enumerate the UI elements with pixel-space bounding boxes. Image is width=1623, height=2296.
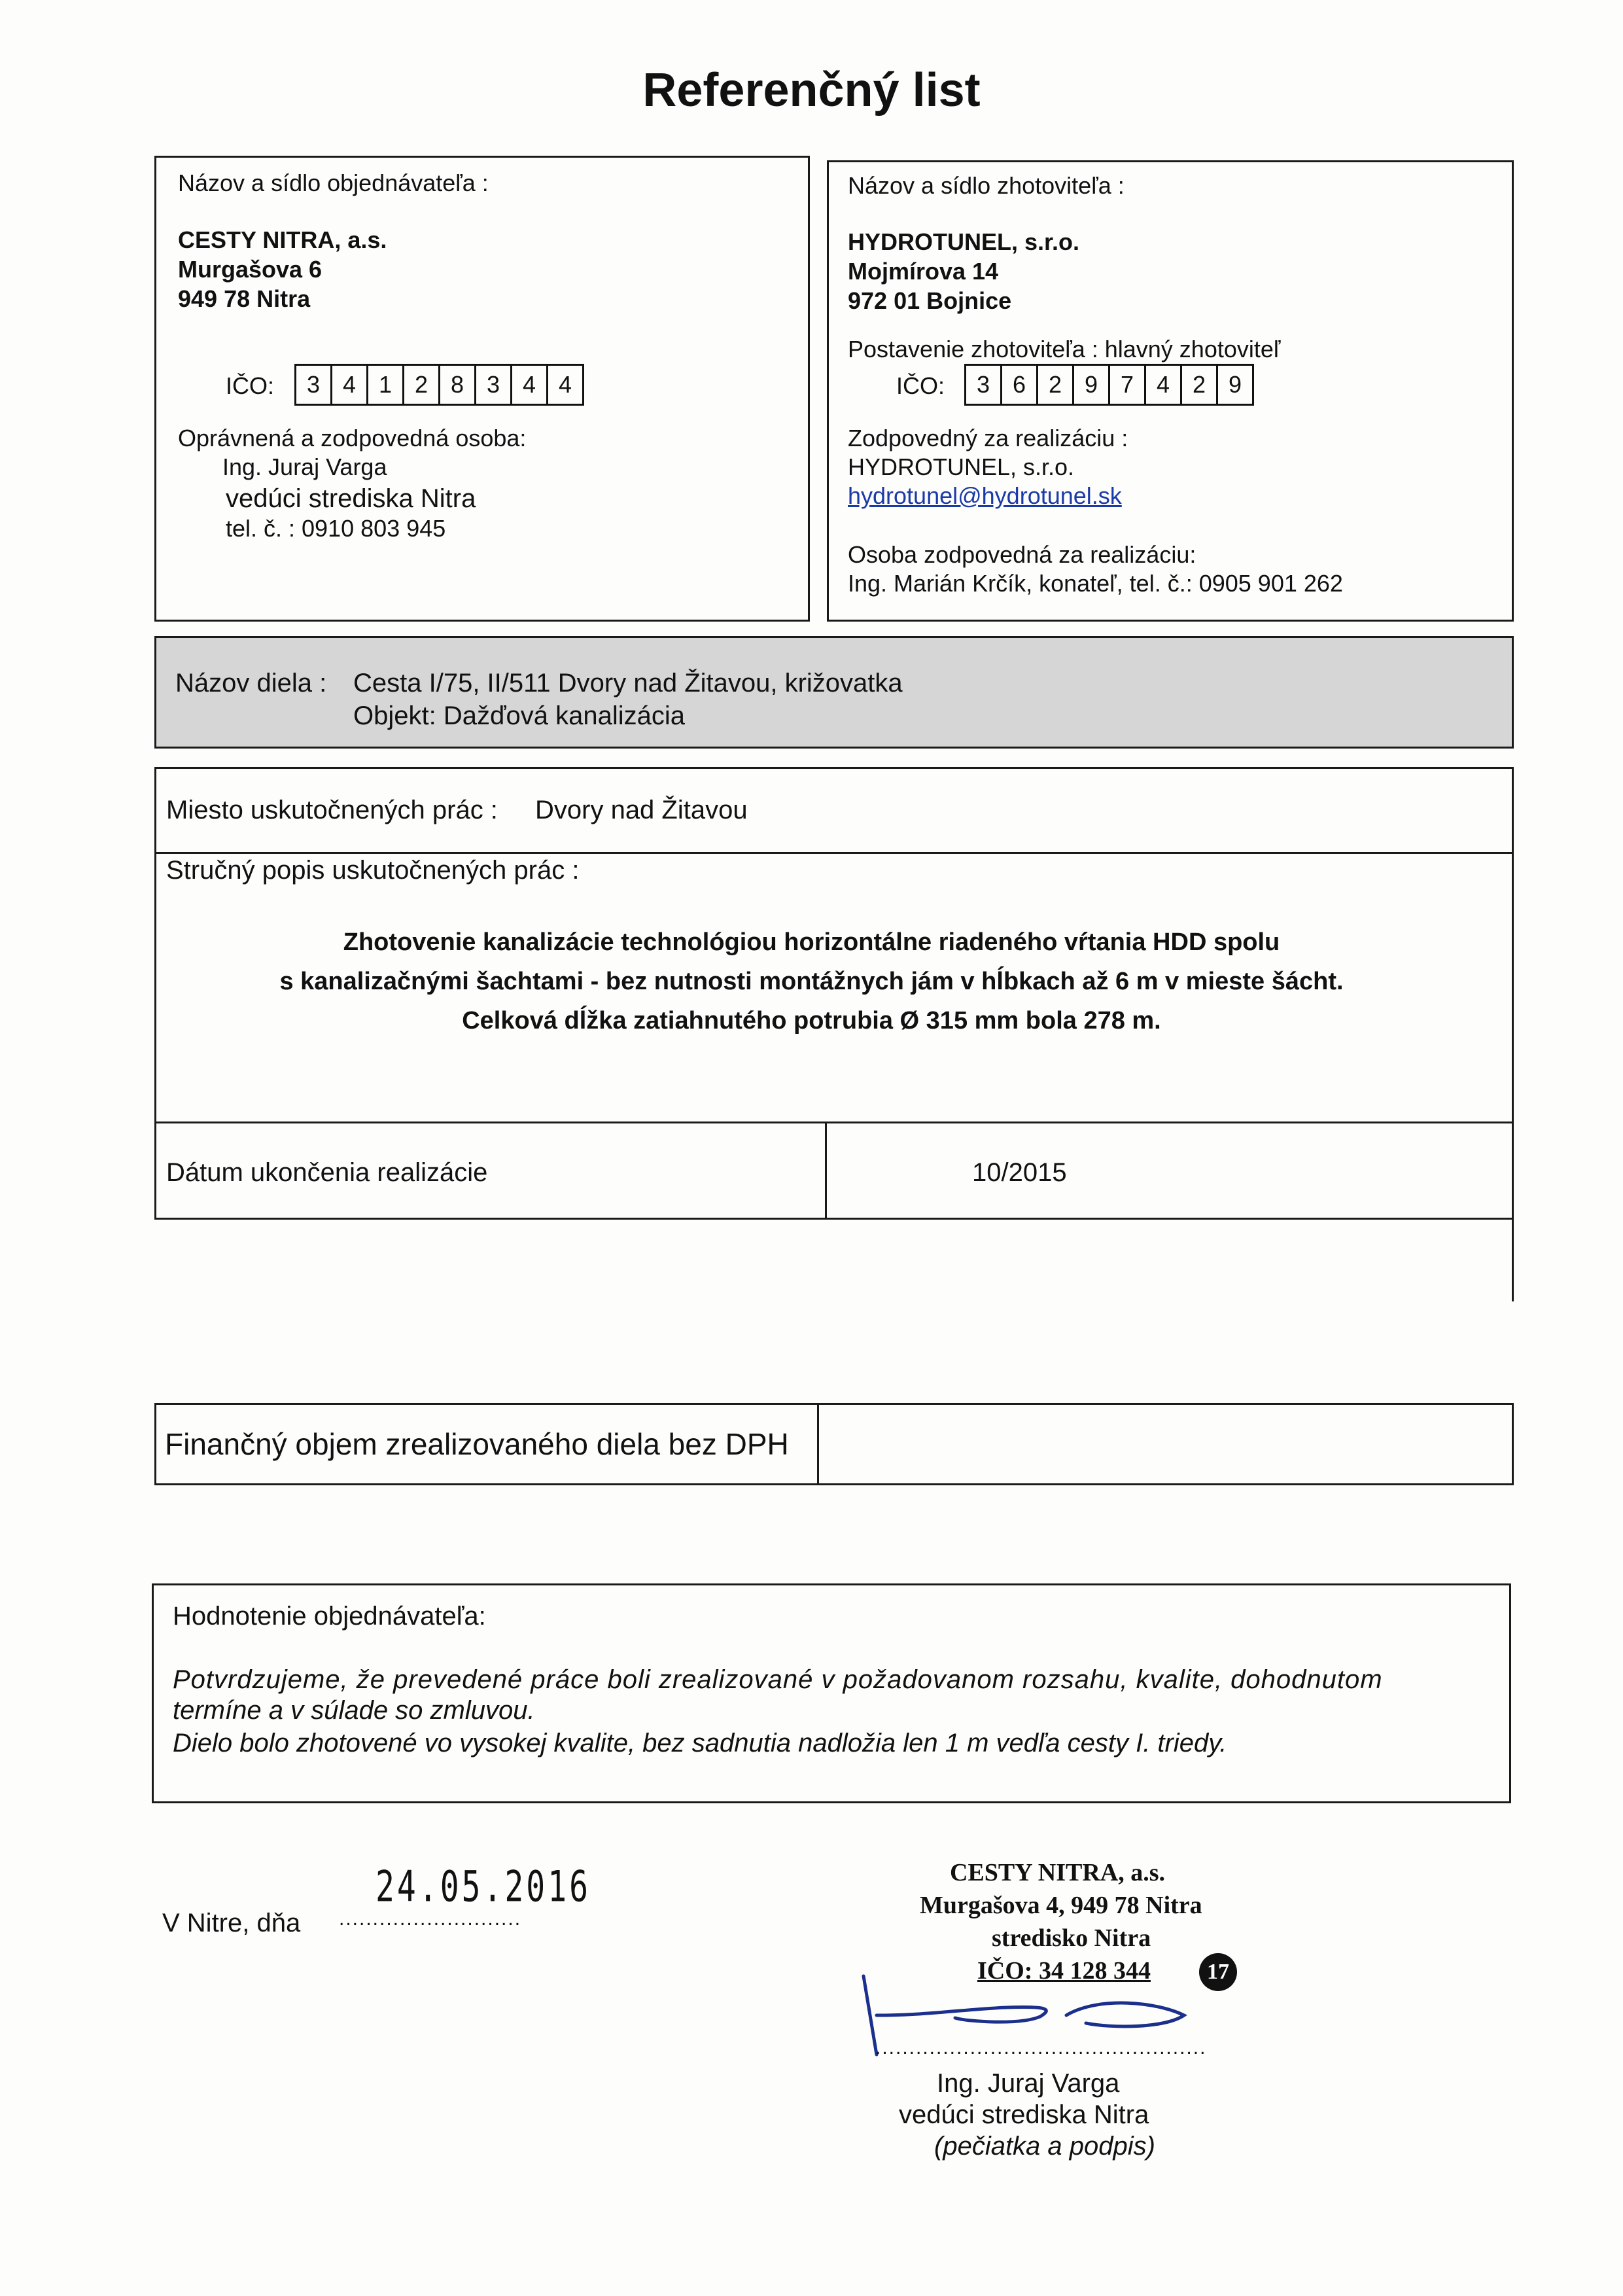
signature-dots: ................................................. (875, 2037, 1207, 2058)
ico-digit: 7 (1108, 364, 1146, 406)
ico-digit: 4 (1144, 364, 1182, 406)
contractor-responsible-heading: Zodpovedný za realizáciu : (848, 425, 1128, 451)
date-dots: ........................... (339, 1908, 522, 1930)
work-name-value: Cesta I/75, II/511 Dvory nad Žitavou, križovatka (353, 669, 903, 698)
divider (1512, 1220, 1514, 1301)
ico-digit: 4 (510, 364, 548, 406)
signer-role: vedúci strediska Nitra (899, 2100, 1149, 2129)
client-person-heading: Oprávnená a zodpovedná osoba: (178, 425, 527, 451)
ico-digit: 3 (294, 364, 332, 406)
place-value: Dvory nad Žitavou (535, 796, 748, 824)
ico-digit: 3 (474, 364, 512, 406)
place-label: Miesto uskutočnených prác : (166, 796, 498, 824)
client-person-name: Ing. Juraj Varga (222, 453, 387, 480)
work-name-label: Názov diela : (175, 669, 327, 698)
client-street: Murgašova 6 (178, 256, 323, 283)
ico-digit: 4 (330, 364, 368, 406)
description-line-2: s kanalizačnými šachtami - bez nutnosti montážnych jám v hĺbkach až 6 m v mieste šácht. (279, 968, 1344, 995)
work-object-value: Objekt: Dažďová kanalizácia (353, 701, 686, 730)
contractor-heading: Názov a sídlo zhotoviteľa : (848, 172, 1125, 199)
signer-note: (pečiatka a podpis) (934, 2132, 1155, 2161)
evaluation-line-2: termíne a v súlade so zmluvou. (173, 1696, 535, 1725)
stamp-number: 17 (1207, 1960, 1229, 1984)
place-date-label: V Nitre, dňa (162, 1909, 301, 1937)
ico-digit: 1 (366, 364, 404, 406)
signer-name: Ing. Juraj Varga (937, 2069, 1120, 2098)
finance-label: Finančný objem zrealizovaného diela bez DPH (165, 1427, 789, 1461)
divider (817, 1403, 819, 1485)
ico-digit: 8 (438, 364, 476, 406)
contractor-responsible-company: HYDROTUNEL, s.r.o. (848, 453, 1075, 480)
contractor-name: HYDROTUNEL, s.r.o. (848, 228, 1080, 255)
contractor-street: Mojmírova 14 (848, 258, 999, 285)
stamp-line-1: CESTY NITRA, a.s. (950, 1859, 1166, 1886)
evaluation-line-1: Potvrdzujeme, že prevedené práce boli zrealizované v požadovanom rozsahu, kvalite, dohodnutom (173, 1665, 1383, 1694)
stamp-line-2: Murgašova 4, 949 78 Nitra (920, 1892, 1202, 1919)
ico-digit: 9 (1072, 364, 1110, 406)
contractor-person-heading: Osoba zodpovedná za realizáciu: (848, 541, 1196, 568)
stamp-line-3: stredisko Nitra (992, 1924, 1151, 1952)
divider (154, 852, 1514, 854)
divider (154, 1122, 1514, 1123)
contractor-ico-label: IČO: (896, 372, 945, 399)
description-line-1: Zhotovenie kanalizácie technológiou horizontálne riadeného vŕtania HDD spolu (343, 928, 1280, 956)
document-title: Referenčný list (642, 64, 981, 116)
client-name: CESTY NITRA, a.s. (178, 226, 387, 253)
contractor-ico-boxes (964, 364, 1254, 406)
ico-digit: 2 (1036, 364, 1074, 406)
client-ico-label: IČO: (226, 372, 275, 399)
ico-digit: 2 (1180, 364, 1218, 406)
description-line-3: Celková dĺžka zatiahnutého potrubia Ø 315 mm bola 278 m. (462, 1007, 1161, 1034)
completion-value: 10/2015 (972, 1158, 1067, 1187)
client-person-role: vedúci strediska Nitra (226, 484, 476, 513)
description-label: Stručný popis uskutočnených prác : (166, 856, 580, 885)
client-person-phone: tel. č. : 0910 803 945 (226, 515, 446, 542)
date-stamp: 24.05.2016 (375, 1862, 591, 1912)
ico-digit: 3 (964, 364, 1002, 406)
client-city: 949 78 Nitra (178, 285, 311, 312)
ico-digit: 4 (546, 364, 584, 406)
ico-digit: 9 (1216, 364, 1254, 406)
contractor-person: Ing. Marián Krčík, konateľ, tel. č.: 0905 901 262 (848, 570, 1343, 597)
completion-label: Dátum ukončenia realizácie (166, 1158, 488, 1187)
contractor-city: 972 01 Bojnice (848, 287, 1012, 314)
ico-digit: 6 (1000, 364, 1038, 406)
contractor-position: Postavenie zhotoviteľa : hlavný zhotoviteľ (848, 336, 1281, 362)
evaluation-heading: Hodnotenie objednávateľa: (173, 1602, 486, 1631)
contractor-email-link[interactable]: hydrotunel@hydrotunel.sk (848, 482, 1122, 509)
divider (825, 1122, 827, 1220)
evaluation-line-3: Dielo bolo zhotovené vo vysokej kvalite, bez sadnutia nadložia len 1 m vedľa cesty I. triedy. (173, 1729, 1227, 1757)
stamp-line-4: IČO: 34 128 344 (977, 1957, 1151, 1985)
client-ico-boxes (294, 364, 584, 406)
client-heading: Názov a sídlo objednávateľa : (178, 169, 489, 196)
ico-digit: 2 (402, 364, 440, 406)
